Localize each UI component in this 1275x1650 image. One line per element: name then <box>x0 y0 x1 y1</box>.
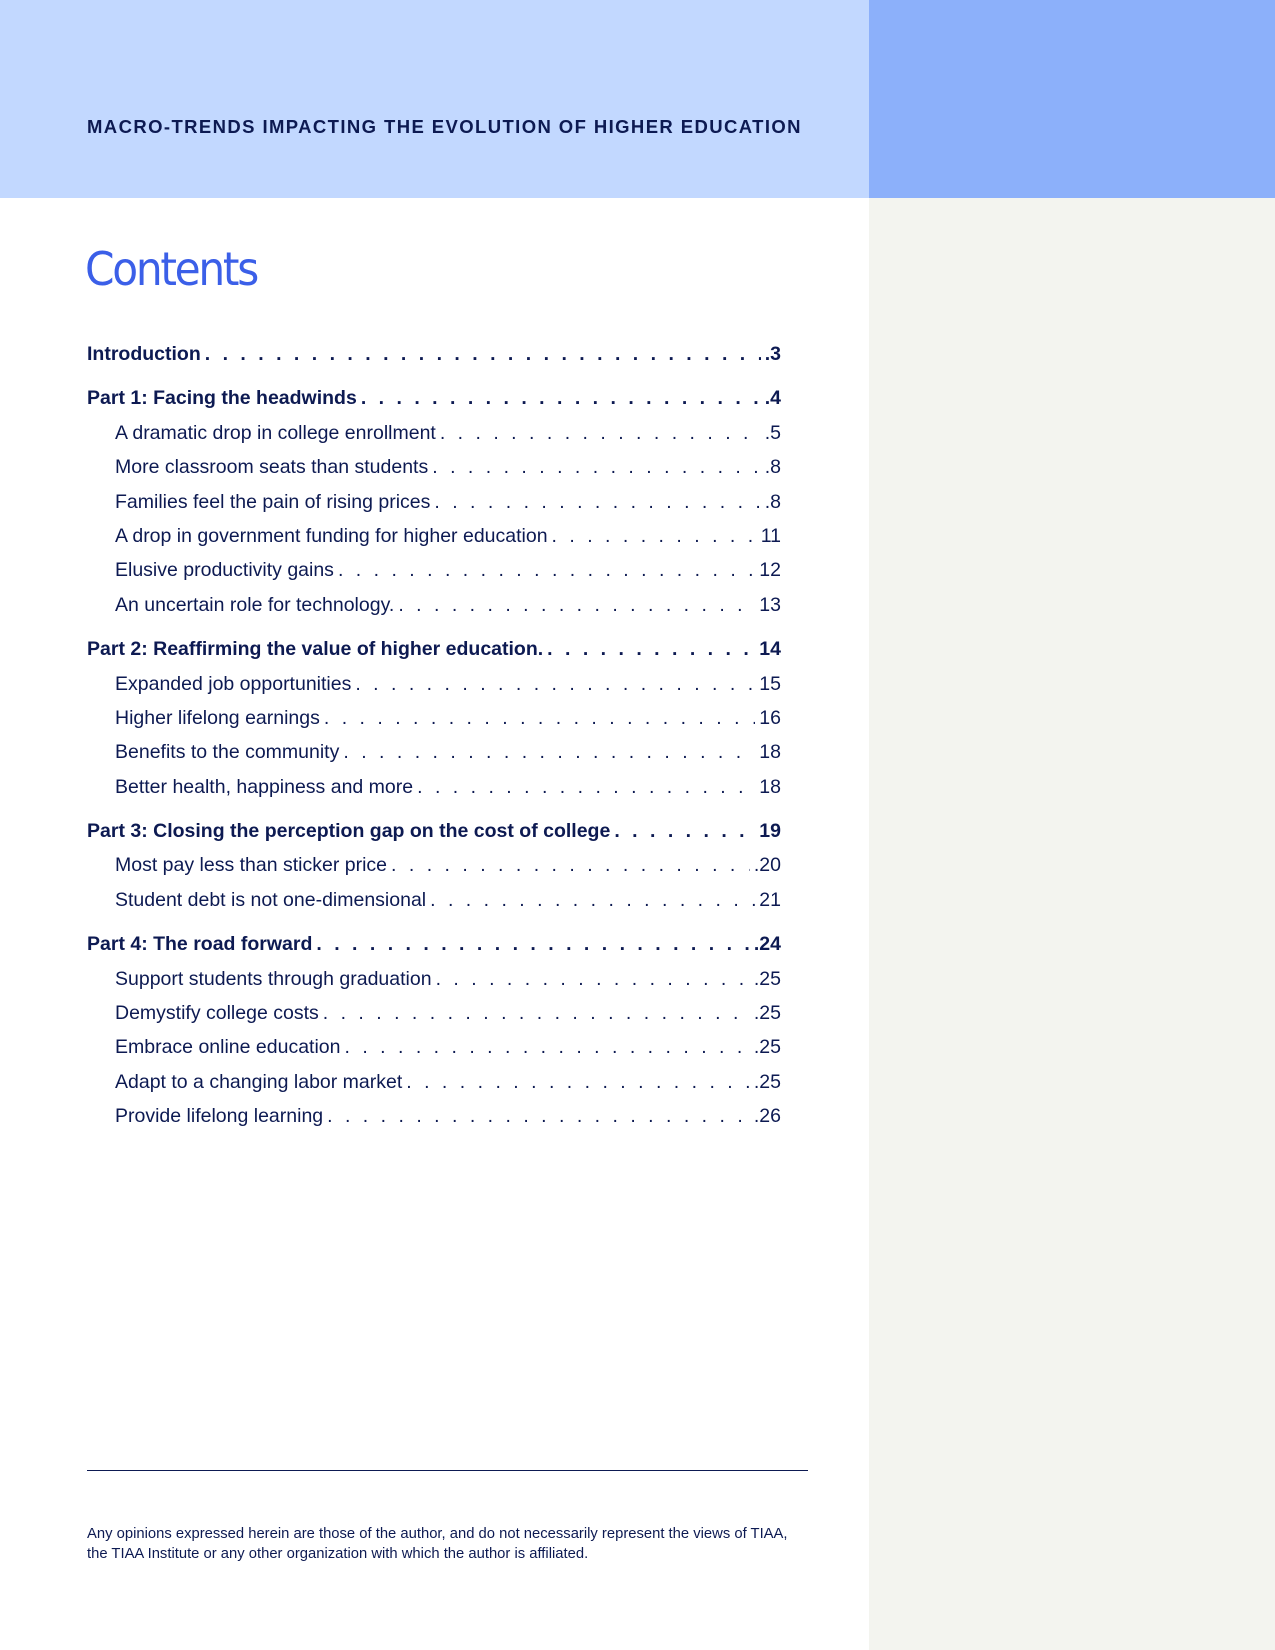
toc-page-number: 16 <box>759 706 781 729</box>
toc-entry-label: Most pay less than sticker price <box>115 854 388 877</box>
toc-entry-label: Benefits to the community <box>115 741 340 764</box>
toc-sub-entry[interactable] <box>87 559 781 593</box>
toc-sub-entry[interactable] <box>87 673 781 707</box>
dot-leader <box>355 673 755 696</box>
toc-entry-label: Embrace online education <box>115 1036 341 1059</box>
toc-page-number: .24 <box>753 933 781 956</box>
dot-leader <box>324 707 755 730</box>
dot-leader <box>205 343 761 366</box>
toc-page-number: 18 <box>759 741 781 764</box>
dot-leader <box>547 638 755 661</box>
table-of-contents <box>87 343 781 1140</box>
dot-leader <box>323 1002 750 1025</box>
toc-sub-entry[interactable] <box>87 491 781 525</box>
toc-page-number: 11 <box>760 524 781 547</box>
dot-leader <box>614 820 755 843</box>
toc-entry-label: Student debt is not one-dimensional <box>115 888 427 911</box>
toc-page-number: 18 <box>759 775 781 798</box>
footer-divider <box>87 1470 808 1471</box>
toc-sub-entry[interactable] <box>87 1071 781 1105</box>
toc-entry-label: More classroom seats than students <box>115 456 429 479</box>
toc-page-number: .25 <box>753 1036 781 1059</box>
dot-leader <box>434 491 760 514</box>
contents-title: Contents <box>85 242 257 296</box>
toc-page-number: 14 <box>759 638 781 661</box>
dot-leader <box>327 1105 750 1128</box>
dot-leader <box>343 741 755 764</box>
toc-sub-entry[interactable] <box>87 525 781 559</box>
toc-page-number: .25 <box>753 1070 781 1093</box>
toc-entry-label: Provide lifelong learning <box>115 1105 324 1128</box>
dot-leader <box>552 525 757 548</box>
dot-leader <box>436 968 750 991</box>
header-accent-block <box>869 0 1275 198</box>
toc-part-entry[interactable] <box>87 933 781 967</box>
toc-part-entry[interactable] <box>87 387 781 421</box>
document-header-title: MACRO-TRENDS IMPACTING THE EVOLUTION OF HIGHER EDUCATION <box>87 116 802 137</box>
toc-sub-entry[interactable] <box>87 1105 781 1139</box>
toc-page-number: .25 <box>753 1002 781 1025</box>
dot-leader <box>406 1071 750 1094</box>
toc-sub-entry[interactable] <box>87 456 781 490</box>
toc-entry-label: Part 1: Facing the headwinds <box>87 387 357 410</box>
toc-entry-label: Part 4: The road forward <box>87 933 313 956</box>
toc-entry-label: Support students through graduation <box>115 967 432 990</box>
dot-leader <box>361 387 761 410</box>
toc-page-number: .8 <box>764 456 781 479</box>
toc-entry-label: Part 3: Closing the perception gap on the cost of college <box>87 820 611 843</box>
dot-leader <box>398 594 755 617</box>
toc-sub-entry[interactable] <box>87 854 781 888</box>
toc-entry-label: Elusive productivity gains <box>115 559 334 582</box>
toc-sub-entry[interactable] <box>87 422 781 456</box>
dot-leader <box>338 559 755 582</box>
toc-page-number: .3 <box>764 343 781 365</box>
toc-entry-label: Demystify college costs <box>115 1002 319 1025</box>
dot-leader <box>391 854 750 877</box>
toc-part-entry[interactable] <box>87 343 781 377</box>
toc-sub-entry[interactable] <box>87 889 781 923</box>
dot-leader <box>344 1036 749 1059</box>
toc-entry-label: A dramatic drop in college enrollment <box>115 421 436 444</box>
toc-entry-label: Higher lifelong earnings <box>115 706 320 729</box>
toc-sub-entry[interactable] <box>87 594 781 628</box>
toc-page-number: 19 <box>759 820 781 843</box>
side-panel <box>869 198 1275 1650</box>
toc-sub-entry[interactable] <box>87 968 781 1002</box>
dot-leader <box>316 933 750 956</box>
toc-page-number: 21 <box>759 888 781 911</box>
toc-sub-entry[interactable] <box>87 1002 781 1036</box>
toc-entry-label: Adapt to a changing labor market <box>115 1070 403 1093</box>
toc-page-number: 12 <box>759 559 781 582</box>
toc-sub-entry[interactable] <box>87 776 781 810</box>
toc-sub-entry[interactable] <box>87 741 781 775</box>
dot-leader <box>432 456 761 479</box>
toc-page-number: .4 <box>764 387 781 410</box>
toc-page-number: 13 <box>759 593 781 616</box>
dot-leader <box>417 776 755 799</box>
toc-page-number: .5 <box>764 421 781 444</box>
toc-page-number: .8 <box>764 490 781 513</box>
toc-entry-label: Better health, happiness and more <box>115 775 414 798</box>
toc-entry-label: Families feel the pain of rising prices <box>115 490 431 513</box>
disclaimer-text: Any opinions expressed herein are those of the author, and do not necessarily represent the views of TIAA, the TIAA Institute or any other organization with which the author is affiliated. <box>87 1526 788 1562</box>
dot-leader <box>430 889 755 912</box>
toc-part-entry[interactable] <box>87 638 781 672</box>
header-band <box>0 0 869 198</box>
toc-entry-label: A drop in government funding for higher education <box>115 524 548 547</box>
toc-page-number: .26 <box>753 1105 781 1128</box>
toc-sub-entry[interactable] <box>87 1036 781 1070</box>
toc-part-entry[interactable] <box>87 820 781 854</box>
toc-page-number: 15 <box>759 672 781 695</box>
dot-leader <box>440 422 761 445</box>
toc-entry-label: Introduction <box>87 343 201 365</box>
toc-sub-entry[interactable] <box>87 707 781 741</box>
toc-entry-label: An uncertain role for technology. <box>115 593 395 616</box>
toc-page-number: .25 <box>753 967 781 990</box>
toc-entry-label: Expanded job opportunities <box>115 672 352 695</box>
toc-entry-label: Part 2: Reaffirming the value of higher education. <box>87 638 544 661</box>
toc-page-number: .20 <box>753 854 781 877</box>
